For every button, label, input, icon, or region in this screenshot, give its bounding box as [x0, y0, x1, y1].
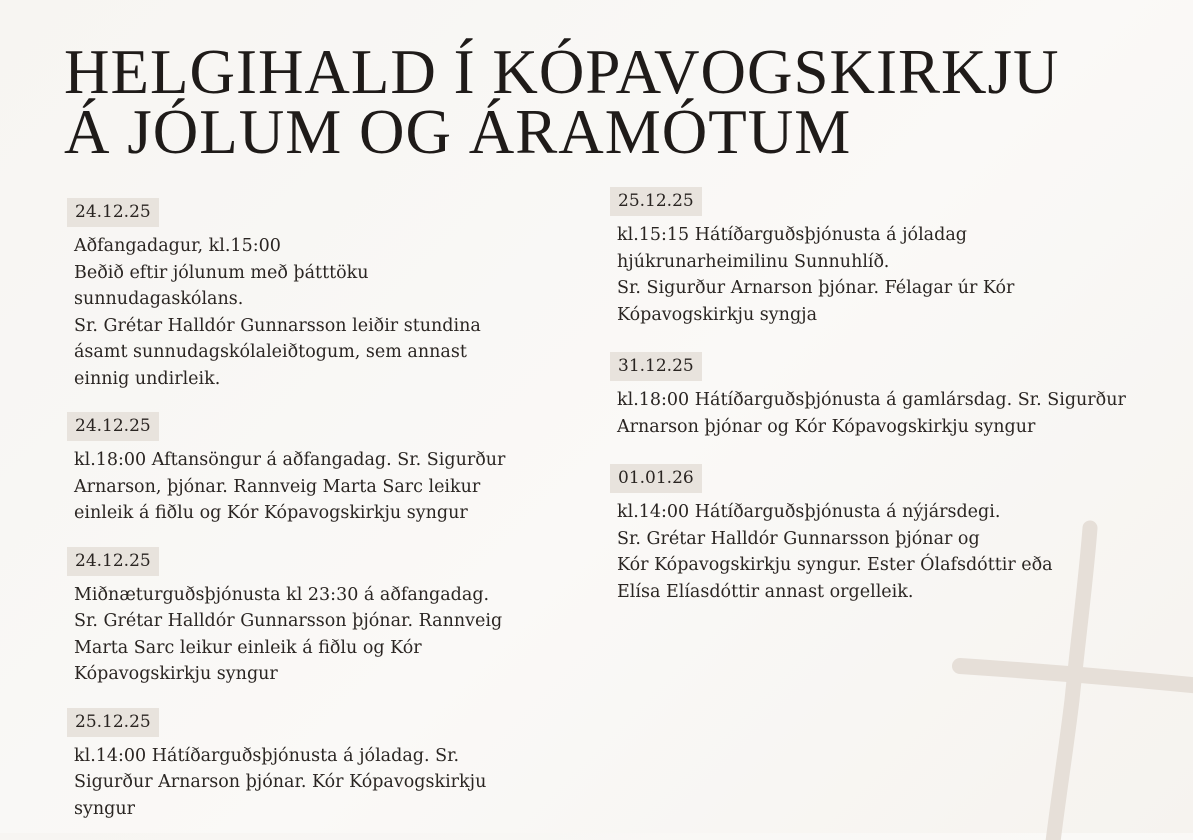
date-badge: 31.12.25 — [610, 352, 702, 381]
event-description: Aðfangadagur, kl.15:00 Beðið eftir jólunum með þátttöku sunnudagaskólans. Sr. Grétar Halldór Gunnarsson leiðir stundina ásamt sunnudagskólaleiðtogum, sem annast einnig undirleik. — [74, 236, 481, 389]
date-badge: 25.12.25 — [610, 187, 702, 216]
event-item — [67, 547, 537, 688]
event-description: kl.18:00 Hátíðarguðsþjónusta á gamlársdag. Sr. Sigurður Arnarson þjónar og Kór Kópavogskirkju syngur — [617, 390, 1126, 437]
event-item — [67, 708, 537, 823]
event-description: kl.14:00 Hátíðarguðsþjónusta á jóladag. Sr. Sigurður Arnarson þjónar. Kór Kópavogskirkju syngur — [74, 745, 487, 819]
page-title-line-2: Á JÓLUM OG ÁRAMÓTUM — [64, 97, 852, 167]
date-badge: 01.01.26 — [610, 464, 702, 493]
event-description: kl.14:00 Hátíðarguðsþjónusta á nýjársdegi. Sr. Grétar Halldór Gunnarsson þjónar og Kór Kópavogskirkju syngur. Ester Ólafsdóttir eða Elísa Elíasdóttir annast orgelleik. — [617, 502, 1053, 602]
date-badge: 24.12.25 — [67, 198, 159, 227]
left-column — [67, 198, 537, 822]
date-badge: 25.12.25 — [67, 708, 159, 737]
event-item — [610, 352, 1150, 440]
event-item — [610, 187, 1150, 328]
event-item — [67, 412, 537, 527]
page-title — [64, 37, 1060, 167]
event-item — [610, 464, 1150, 605]
event-item — [67, 198, 537, 392]
event-description: Miðnæturguðsþjónusta kl 23:30 á aðfangadag. Sr. Grétar Halldór Gunnarsson þjónar. Rannveig Marta Sarc leikur einleik á fiðlu og Kór Kópavogskirkju syngur — [74, 584, 503, 684]
date-badge: 24.12.25 — [67, 547, 159, 576]
event-description: kl.15:15 Hátíðarguðsþjónusta á jóladag hjúkrunarheimilinu Sunnuhlíð. Sr. Sigurður Arnarson þjónar. Félagar úr Kór Kópavogskirkju syngja — [617, 225, 1015, 325]
right-column — [610, 187, 1150, 605]
page-title-line-1: HELGIHALD Í KÓPAVOGSKIRKJU — [64, 37, 1060, 107]
date-badge: 24.12.25 — [67, 412, 159, 441]
event-description: kl.18:00 Aftansöngur á aðfangadag. Sr. Sigurður Arnarson, þjónar. Rannveig Marta Sarc leikur einleik á fiðlu og Kór Kópavogskirkju syngur — [74, 450, 506, 523]
